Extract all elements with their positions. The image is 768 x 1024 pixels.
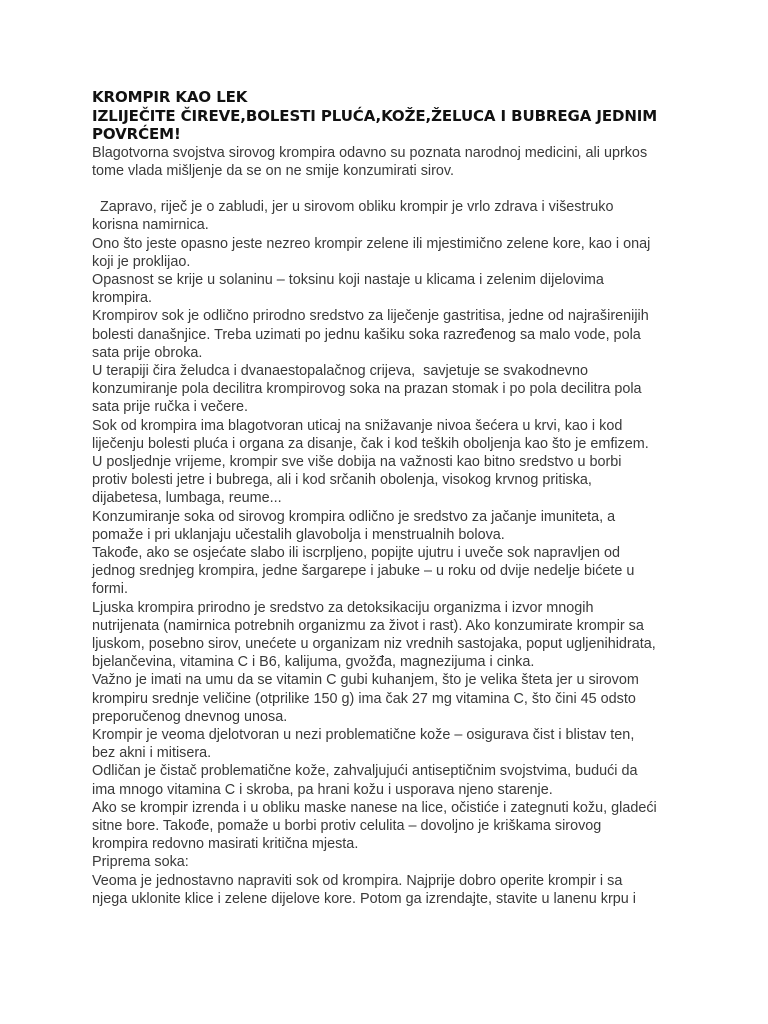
body-line: Važno je imati na umu da se vitamin C gubi kuhanjem, što je velika šteta jer u sirovom [92, 672, 639, 689]
blank-line [92, 180, 672, 198]
body-line: bolesti današnjice. Treba uzimati po jednu kašiku soka razređenog sa malo vode, pola [92, 326, 641, 343]
document-title [92, 88, 672, 144]
body-line: korisna namirnica. [92, 217, 209, 234]
body-line: Krompir je veoma djelotvoran u nezi problematične kože – osigurava čist i blistav ten, [92, 726, 635, 743]
body-line: krompira redovno masirati kritična mjesta. [92, 836, 359, 853]
body-line: Krompirov sok je odlično prirodno sredstvo za liječenje gastritisa, jedne od najraširenijih [92, 308, 649, 325]
body-line: U posljednje vrijeme, krompir sve više dobija na važnosti kao bitno sredstvo u borbi [92, 453, 622, 470]
body-line: krompiru srednje veličine (otprilike 150 g) ima čak 27 mg vitamina C, što čini 45 odsto [92, 690, 636, 707]
title-line: IZLIJEČITE ČIREVE,BOLESTI PLUĆA,KOŽE,ŽELUCA I BUBREGA JEDNIM [92, 106, 658, 125]
document-body [92, 144, 672, 909]
body-line: sata prije obroka. [92, 344, 203, 361]
body-line: sitne bore. Takođe, pomaže u borbi protiv celulita – dovoljno je kriškama sirovog [92, 818, 602, 834]
body-line: jednog srednjeg krompira, jedne šargarepe i jabuke – u roku od dvije nedelje bićete u [92, 563, 635, 580]
body-line: U terapiji čira želudca i dvanaestopalačnog crijeva, savjetuje se svakodnevno [92, 362, 588, 379]
body-line: protiv bolesti jetre i bubrega, ali i kod srčanih obolenja, visokog krvnog pritiska, [92, 472, 592, 489]
body-line: preporučenog dnevnog unosa. [92, 708, 288, 725]
body-line: ima mnogo vitamina C i skroba, pa hrani kožu i usporava njeno starenje. [92, 781, 553, 798]
body-line: Odličan je čistač problematične kože, zahvaljujući antiseptičnim svojstvima, budući da [92, 763, 638, 780]
body-line: Sok od krompira ima blagotvoran uticaj na snižavanje nivoa šećera u krvi, kao i kod [92, 417, 623, 434]
body-line: Ono što jeste opasno jeste nezreo krompir zelene ili mjestimično zelene kore, kao i onaj [92, 235, 651, 252]
body-line: Veoma je jednostavno napraviti sok od krompira. Najprije dobro operite krompir i sa [92, 872, 623, 889]
body-line: Ako se krompir izrenda i u obliku maske nanese na lice, očistiće i zategnuti kožu, gladeći [92, 799, 657, 816]
body-line: konzumiranje pola decilitra krompirovog soka na prazan stomak i po pola decilitra pola [92, 381, 642, 398]
body-line: tome vlada mišljenje da se on ne smije konzumirati sirov. [92, 162, 455, 179]
body-line: dijabetesa, lumbaga, reume... [92, 490, 282, 507]
body-line: Opasnost se krije u solaninu – toksinu koji nastaje u klicama i zelenim dijelovima [92, 271, 604, 288]
body-line: pomaže i pri uklanjaju učestalih glavobolja i menstrualnih bolova. [92, 526, 505, 543]
title-line: KROMPIR KAO LEK [92, 88, 248, 106]
body-line: koji je proklijao. [92, 253, 191, 270]
body-line: bjelančevina, vitamina C i B6, kalijuma, gvožđa, magnezijuma i cinka. [92, 654, 535, 671]
body-line: formi. [92, 581, 128, 598]
body-line: bez akni i mitisera. [92, 745, 212, 762]
body-line: Priprema soka: [92, 854, 189, 871]
document-content [92, 88, 672, 908]
body-line: sata prije ručka i večere. [92, 399, 248, 416]
body-line: njega uklonite klice i zelene dijelove kore. Potom ga izrendajte, stavite u lanenu krpu i [92, 890, 636, 907]
body-line: krompira. [92, 290, 152, 307]
body-line: ljuskom, posebno sirov, unećete u organizam niz vrednih sastojaka, poput ugljenihidrata, [92, 635, 656, 652]
body-line: Konzumiranje soka od sirovog krompira odlično je sredstvo za jačanje imuniteta, a [92, 508, 616, 525]
title-line: POVRĆEM! [92, 125, 181, 143]
body-line: Ljuska krompira prirodno je sredstvo za detoksikaciju organizma i izvor mnogih [92, 599, 594, 616]
body-line: Blagotvorna svojstva sirovog krompira odavno su poznata narodnoj medicini, ali uprkos [92, 144, 648, 161]
body-line: nutrijenata (namirnica potrebnih organizmu za život i rast). Ako konzumirate krompir sa [92, 617, 644, 634]
body-line: liječenju bolesti pluća i organa za disanje, čak i kod teških oboljenja kao što je emfizem. [92, 435, 649, 452]
body-line: Zapravo, riječ je o zabludi, jer u sirovom obliku krompir je vrlo zdrava i višestruko [92, 199, 614, 216]
body-line: Takođe, ako se osjećate slabo ili iscrpljeno, popijte ujutru i uveče sok napravljen od [92, 544, 620, 561]
